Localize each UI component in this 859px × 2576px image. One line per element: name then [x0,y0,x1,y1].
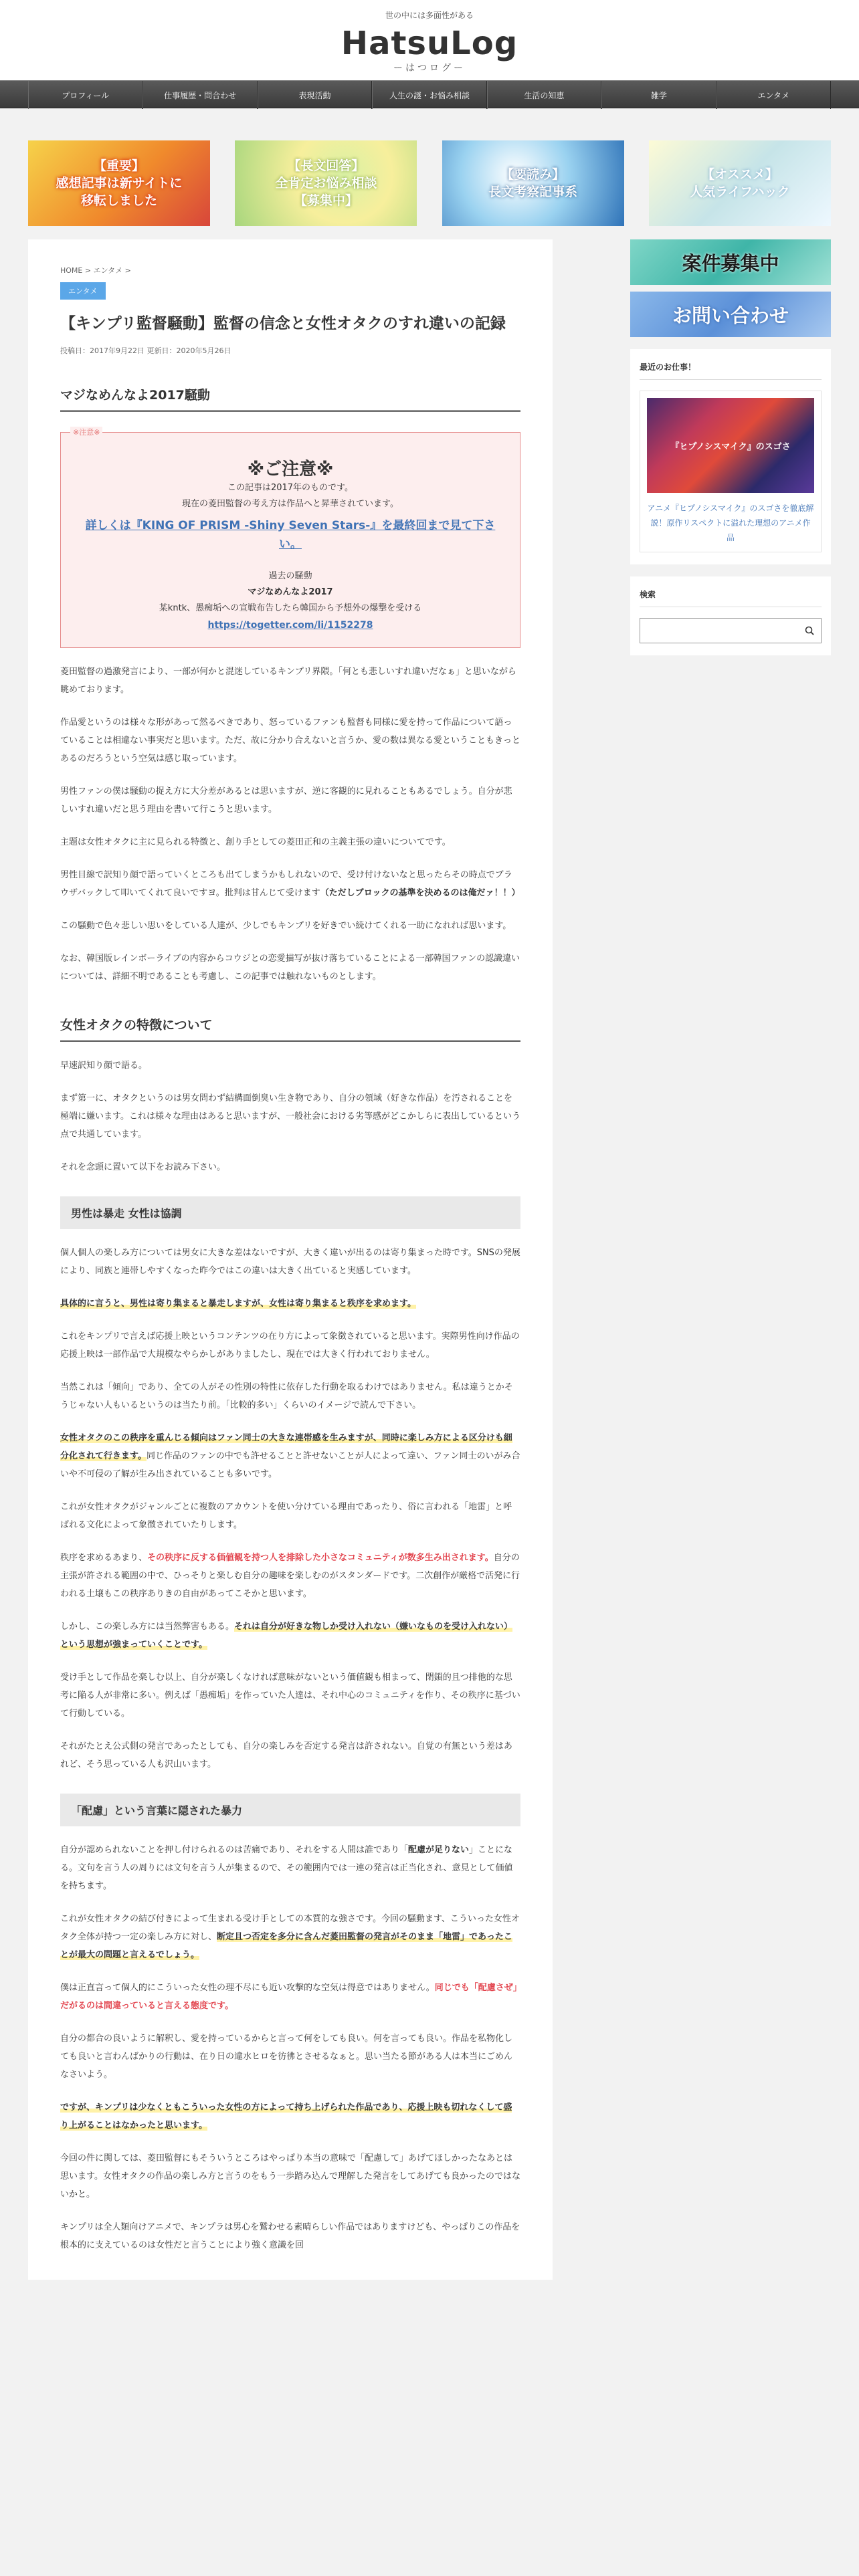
search-input[interactable] [640,619,798,643]
text: これが女性オタクの結び付きによって生まれる受け手としての本質的な強さです。今回の騒動ます、こういった女性オタク全体が持つ一定の楽しみ方に対し、 [60,1914,520,1942]
paragraph [60,1841,520,1895]
paragraph: それがたとえ公式側の発言であったとしても、自分の楽しみを否定する発言は許されない。自覚の有無という差はあれど、そう思っている人も沢山います。 [60,1741,512,1769]
highlight-text: 女性オタクのこの秩序を重んじる傾向はファン同士の大きな連帯感を生みますが、同時に楽しみ方による区分けも細分化されて行きます。 [60,1433,512,1461]
recent-work-widget [630,349,831,564]
subsection-heading: 男性は暴走 女性は協調 [60,1196,520,1229]
paragraph: 男性ファンの僕は騒動の捉え方に大分差があるとは思いますが、逆に客観的に見れることもあるでしょう。自分が悲しいすれ違いだと思う理由を書いて行こうと思います。 [60,786,512,815]
notice-text: 某kntk、愚痴垢への宣戦布告したら韓国から予想外の爆撃を受ける [159,603,422,613]
logo-subtext: ーはつログー [393,63,466,74]
notice-box [60,428,520,648]
bold-text: （ただしブロックの基準を決めるのは俺だァ！！） [320,888,520,898]
widget-title: 検索 [640,588,822,607]
recent-work-card[interactable] [640,391,822,552]
text: 自分の主張が許される範囲の中で、ひっそりと楽しむ自分の趣味を楽しむのがスタンダードです。二次創作が厳格で活発に行われる土壌もこの秩序ありきの自由があってこそかと思います。 [60,1553,520,1599]
banner-line: 人気ライフハック [690,185,790,199]
banner-line: 移転しました [80,193,157,208]
logo-text: HatsuLog [341,25,518,62]
paragraph: 菱田監督の過激発言により、一部が何かと混迷しているキンプリ界隈。「何とも悲しいすれ違いだなぁ」と思いながら眺めております。 [60,667,516,695]
banner-line: 【長文回答】 [288,158,365,173]
notice-url[interactable]: https://togetter.com/li/1152278 [207,620,373,631]
notice-text: マジなめんなよ2017 [248,587,333,597]
banner-moved[interactable] [28,140,210,226]
nav-item-trivia[interactable]: 雑学 [601,81,716,109]
paragraph: 主題は女性オタクに主に見られる特徴と、創り手としての菱田正和の主義主張の違いについてです。 [60,837,451,847]
main-nav [0,80,859,108]
nav-item-tips[interactable]: 生活の知恵 [487,81,601,109]
paragraph: 早速訳知り顔で語る。 [60,1061,148,1071]
highlight-text: それは自分が好きな物しか受け入れない（嫌いなものを受け入れない）という思想が強まっていくことです。 [60,1622,513,1650]
banner-line: 長文考察記事系 [488,185,578,199]
widget-title: 最近のお仕事！ [640,361,822,380]
recent-work-image[interactable] [647,398,814,493]
banner-line: 全肯定お悩み相談 [275,176,377,191]
sidebar [630,239,831,2280]
recent-work-link[interactable]: アニメ『ヒプノシスマイク』のスゴさを徹底解説！原作リスペクトに溢れた理想のアニメ作品 [647,504,814,542]
site-tagline: 世の中には多面性がある [385,11,474,20]
paragraph: これが女性オタクがジャンルごとに複数のアカウントを使い分けている理由であったり、俗に言われる「地雷」と呼ばれる文化によって象徴されていたりします。 [60,1502,512,1530]
paragraph [60,1429,520,1483]
red-text: その秩序に反する価値観を持つ人を排除した小さなコミュニティが数多生み出されます。 [147,1553,494,1563]
site-logo[interactable] [341,26,518,74]
bold-text: 配慮が足りない [408,1845,470,1855]
highlight-text: 具体的に言うと、男性は寄り集まると暴走しますが、女性は寄り集まると秩序を求めます。 [60,1299,416,1309]
paragraph: 作品愛というのは様々な形があって然るべきであり、怒っているファンも監督も同様に愛を持って作品について語っていることは相違ない事実だと思います。ただ、故に分かり合えないと言うか、愛の数は異なる愛ということもきっとあるのだろうという空気は感じ取っています。 [60,718,520,764]
nav-item-life[interactable]: 人生の謎・お悩み相談 [372,81,486,109]
text: 秩序を求めるあまり、 [60,1553,148,1563]
banner-line: 【オススメ】 [702,167,778,182]
paragraph: この騒動で色々悲しい思いをしている人達が、少しでもキンプリを好きでい続けてくれる一助になれれば思います。 [60,921,512,931]
banner-lifehack[interactable] [649,140,831,226]
paragraph: それを念頭に置いて以下をお読み下さい。 [60,1162,226,1172]
article-title: 【キンプリ監督騒動】監督の信念と女性オタクのすれ違いの記録 [60,315,506,332]
paragraph [60,1618,520,1654]
red-text: 同じでも「配慮さぜ」だがるのは間違っていると言える態度です。 [60,1983,518,2011]
paragraph [60,1979,520,2015]
search-box [640,618,822,643]
paragraph: 受け手として作品を楽しむ以上、自分が楽しくなければ意味がないという価値観も相まって、閉鎖的且つ排他的な思考に陥る人が非常に多い。例えば「愚痴垢」を作っていた人達は、それ中心のコミュニティを作り、その秩序に基づいて行動している。 [60,1673,520,1719]
text: 自分が認められないことを押し付けられるのは苦痛であり、それをする人間は誰であり「 [60,1845,409,1855]
paragraph [60,2099,520,2135]
text: 僕は正直言って個人的にこういった女性の理不尽にも近い攻撃的な空気は得意ではありません。 [60,1983,435,1993]
paragraph [60,1910,520,1964]
paragraph [60,866,520,902]
notice-link[interactable]: 詳しくは『KING OF PRISM -Shiny Seven Stars-』を最終回まで見て下さい。 [85,519,496,551]
notice-title: ※ご注意※ [247,459,334,479]
nav-item-profile[interactable]: プロフィール [28,81,142,109]
paragraph: まず第一に、オタクというのは男女問わず結構面倒臭い生き物であり、自分の領域（好きな作品）を汚されることを極端に嫌います。これは様々な理由はあると思いますが、一般社会における劣等感がどこかしらに表出しているという点で共通しています。 [60,1093,520,1140]
section-heading: 女性オタクの特徴について [60,1015,520,1042]
nav-item-entertainment[interactable]: エンタメ [717,81,831,109]
banner-consult[interactable] [235,140,417,226]
banner-line: 【重要】 [93,158,145,173]
search-icon[interactable] [798,619,821,643]
highlight-text: ですが、キンプリは少なくともこういった女性の方によって持ち上げられた作品であり、応援上映も切れなくして盛り上がることはなかったと思います。 [60,2103,512,2131]
recruit-button[interactable]: 案件募集中 [630,239,831,285]
nav-item-work[interactable]: 仕事履歴・問合わせ [142,81,257,109]
article [28,239,553,2280]
paragraph [60,1295,520,1313]
search-widget [630,576,831,655]
text: 」ことになる。文句を言う人の周りには文句を言う人が集まるので、その範囲内では一連の発言は正当化され、意見として価値を持ちます。 [60,1845,513,1891]
category-badge[interactable]: エンタメ [60,282,106,300]
nav-item-expression[interactable]: 表現活動 [258,81,372,109]
article-date: 投稿日：2017年9月22日 更新日：2020年5月26日 [60,346,231,355]
text: 同じ作品のファンの中でも許せることと許せないことが人によって違い、ファン同士のいがみ合いや不可侵の了解が生み出されていることも多いです。 [60,1451,520,1479]
paragraph: 個人個人の楽しみ方については男女に大きな差はないですが、大きく違いが出るのは寄り集まった時です。SNSの発展により、同族と連帯しやすくなった昨今ではこの違いは大きく出ていると実感しています。 [60,1248,520,1276]
text: 男性目線で訳知り顔で語っていくところも出てしまうかもしれないので、受け付けないなと思ったらその時点でブラウザバックして叩いてくれて良いですヨ。批判は甘んじて受けます [60,870,512,898]
breadcrumb[interactable]: HOME > エンタメ > [60,266,131,275]
banner-line: 【募集中】 [294,193,358,208]
banner-line: 【要読み】 [501,167,565,182]
section-heading: マジなめんなよ2017騒動 [60,385,520,412]
paragraph: 当然これは「傾向」であり、全ての人がその性別の特性に依存した行動を取るわけではありません。私は違うとかそうじゃない人もいるというのは当たり前。「比較的多い」くらいのイメージで読んで下さい。 [60,1382,513,1410]
paragraph: これをキンプリで言えば応援上映というコンテンツの在り方によって象徴されていると思います。実際男性向け作品の応援上映は一部作品で大規模なやらかしがありましたし、現在では大きく行われておりません。 [60,1331,520,1360]
paragraph: キンプリは全人類向けアニメで、キンプラは男心を鷲わせる素晴らしい作品ではありますけども、やっぱりこの作品を根本的に支えているのは女性だと言うことにより強く意識を回 [60,2222,520,2250]
notice-label: ※注意※ [70,427,102,437]
banner-essays[interactable] [442,140,624,226]
image-text: 『ヒプノシスマイク』のスゴさ [670,441,791,452]
notice-text: この記事は2017年のものです。 [227,483,354,493]
banner-line: 感想記事は新サイトに [56,176,183,191]
paragraph: 今回の件に関しては、菱田監督にもそういうところはやっぱり本当の意味で「配慮して」あげてほしかったなあとは思います。女性オタクの作品の楽しみ方と言うのをもう一歩踏み込んで理解した発言をしてあげても良かったのではないかと。 [60,2153,520,2199]
notice-text: 現在の菱田監督の考え方は作品へと昇華されています。 [182,499,399,509]
paragraph [60,1549,520,1603]
notice-text: 過去の騒動 [268,571,312,581]
text: しかし、この楽しみ方には当然弊害もある。 [60,1622,235,1632]
contact-button[interactable]: お問い合わせ [630,292,831,337]
banner-row [28,140,831,226]
subsection-heading: 「配慮」という言葉に隠された暴力 [60,1794,520,1826]
paragraph: 自分の都合の良いように解釈し、愛を持っているからと言って何をしても良い。何を言っても良い。作品を私物化しても良いと言わんばかりの行動は、在り日の違水ヒロを彷彿とさせるなぁと。思い当たる節がある人は本当にごめんなさいよう。 [60,2034,513,2080]
paragraph: なお、韓国版レインボーライブの内容からコウジとの恋愛描写が抜け落ちていることによる一部韓国ファンの認識違いについては、詳細不明であることも考慮し、この記事では触れないものとします。 [60,954,520,982]
site-header [0,0,859,80]
highlight-text: 断定且つ否定を多分に含んだ菱田監督の発言がそのまま「地雷」であったことが最大の問題と言えるでしょう。 [60,1932,512,1960]
